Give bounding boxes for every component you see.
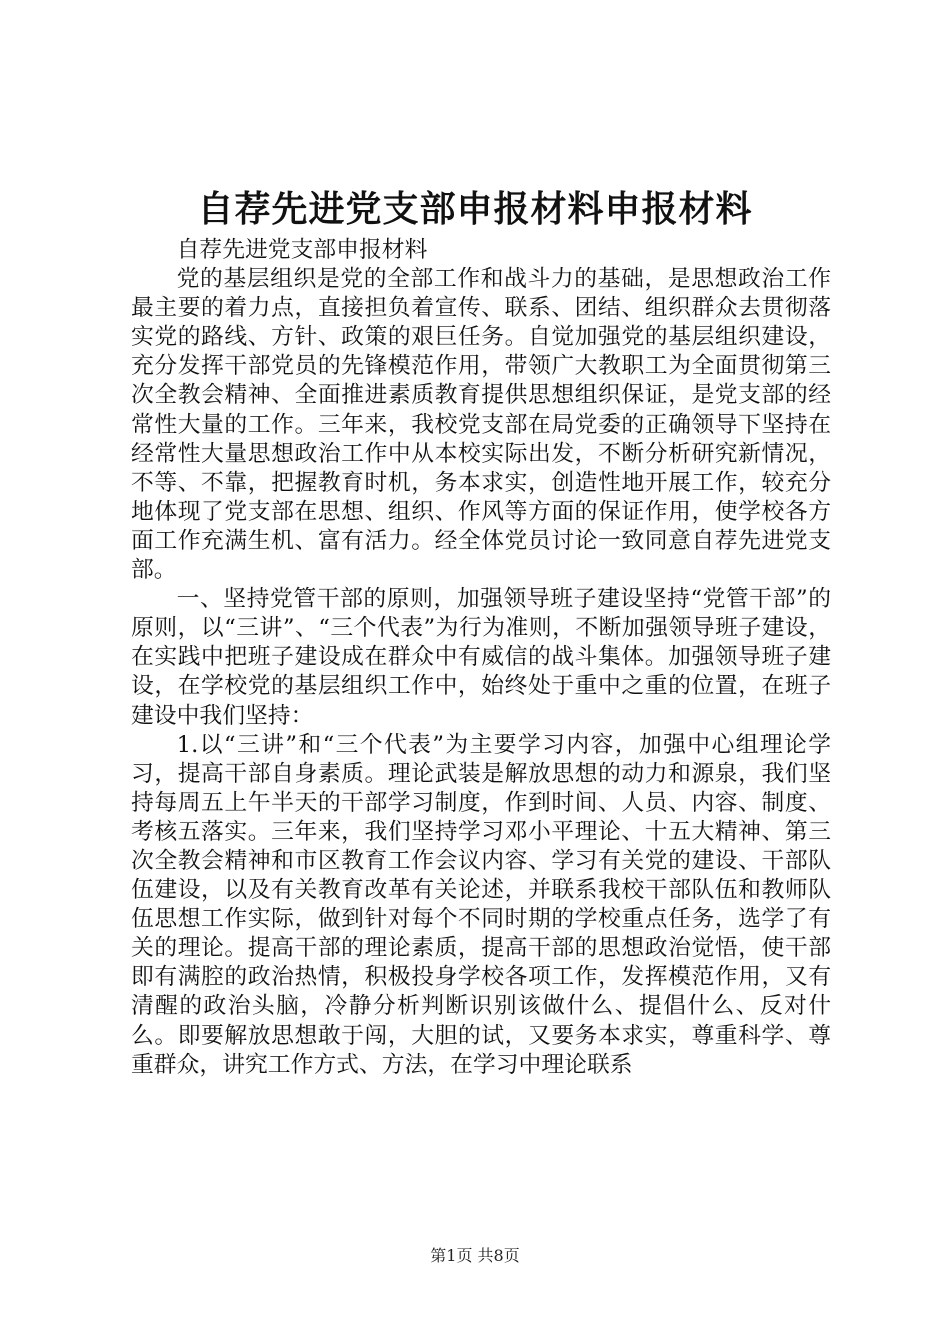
body-paragraph: 党的基层组织是党的全部工作和战斗力的基础，是思想政治工作最主要的着力点，直接担负着宣传、联系、团结、组织群众去贯彻落实党的路线、方针、政策的艰巨任务。自觉加强党的基层组织建设，充分发挥干部党员的先锋模范作用，带领广大教职工为全面贯彻第三次全教会精神、全面推进素质教育提供思想组织保证，是党支部的经常性大量的工作。三年来，我校党支部在局党委的正确领导下坚持在经常性大量思想政治工作中从本校实际出发，不断分析研究新情况，不等、不靠，把握教育时机，务本求实，创造性地开展工作，较充分地体现了党支部在思想、组织、作风等方面的保证作用，使学校各方面工作充满生机、富有活力。经全体党员讨论一致同意自荐先进党支部。 <box>131 266 831 584</box>
document-title: 自荐先进党支部申报材料申报材料 <box>197 188 753 230</box>
page-number-footer: 第1页 共8页 <box>430 1246 520 1265</box>
body-paragraph: 1.以“三讲”和“三个代表”为主要学习内容，加强中心组理论学习，提高干部自身素质。理论武装是解放思想的动力和源泉，我们坚持每周五上午半天的干部学习制度，作到时间、人员、内容、制度、考核五落实。三年来，我们坚持学习邓小平理论、十五大精神、第三次全教会精神和市区教育工作会议内容、学习有关党的建设、干部队伍建设，以及有关教育改革有关论述，并联系我校干部队伍和教师队伍思想工作实际，做到针对每个不同时期的学校重点任务，选学了有关的理论。提高干部的理论素质，提高干部的思想政治觉悟，使干部即有满腔的政治热情，积极投身学校各项工作，发挥模范作用，又有清醒的政治头脑，冷静分析判断识别该做什么、提倡什么、反对什么。即要解放思想敢于闯，大胆的试，又要务本求实，尊重科学、尊重群众，讲究工作方式、方法，在学习中理论联系 <box>131 731 831 1078</box>
body-paragraph: 一、坚持党管干部的原则，加强领导班子建设坚持“党管干部”的原则，以“三讲”、“三个代表”为行为准则，不断加强领导班子建设，在实践中把班子建设成在群众中有威信的战斗集体。加强领导班子建设，在学校党的基层组织工作中，始终处于重中之重的位置，在班子建设中我们坚持： <box>131 586 831 729</box>
subtitle-paragraph: 自荐先进党支部申报材料 <box>176 237 428 263</box>
document-body <box>131 236 831 1080</box>
